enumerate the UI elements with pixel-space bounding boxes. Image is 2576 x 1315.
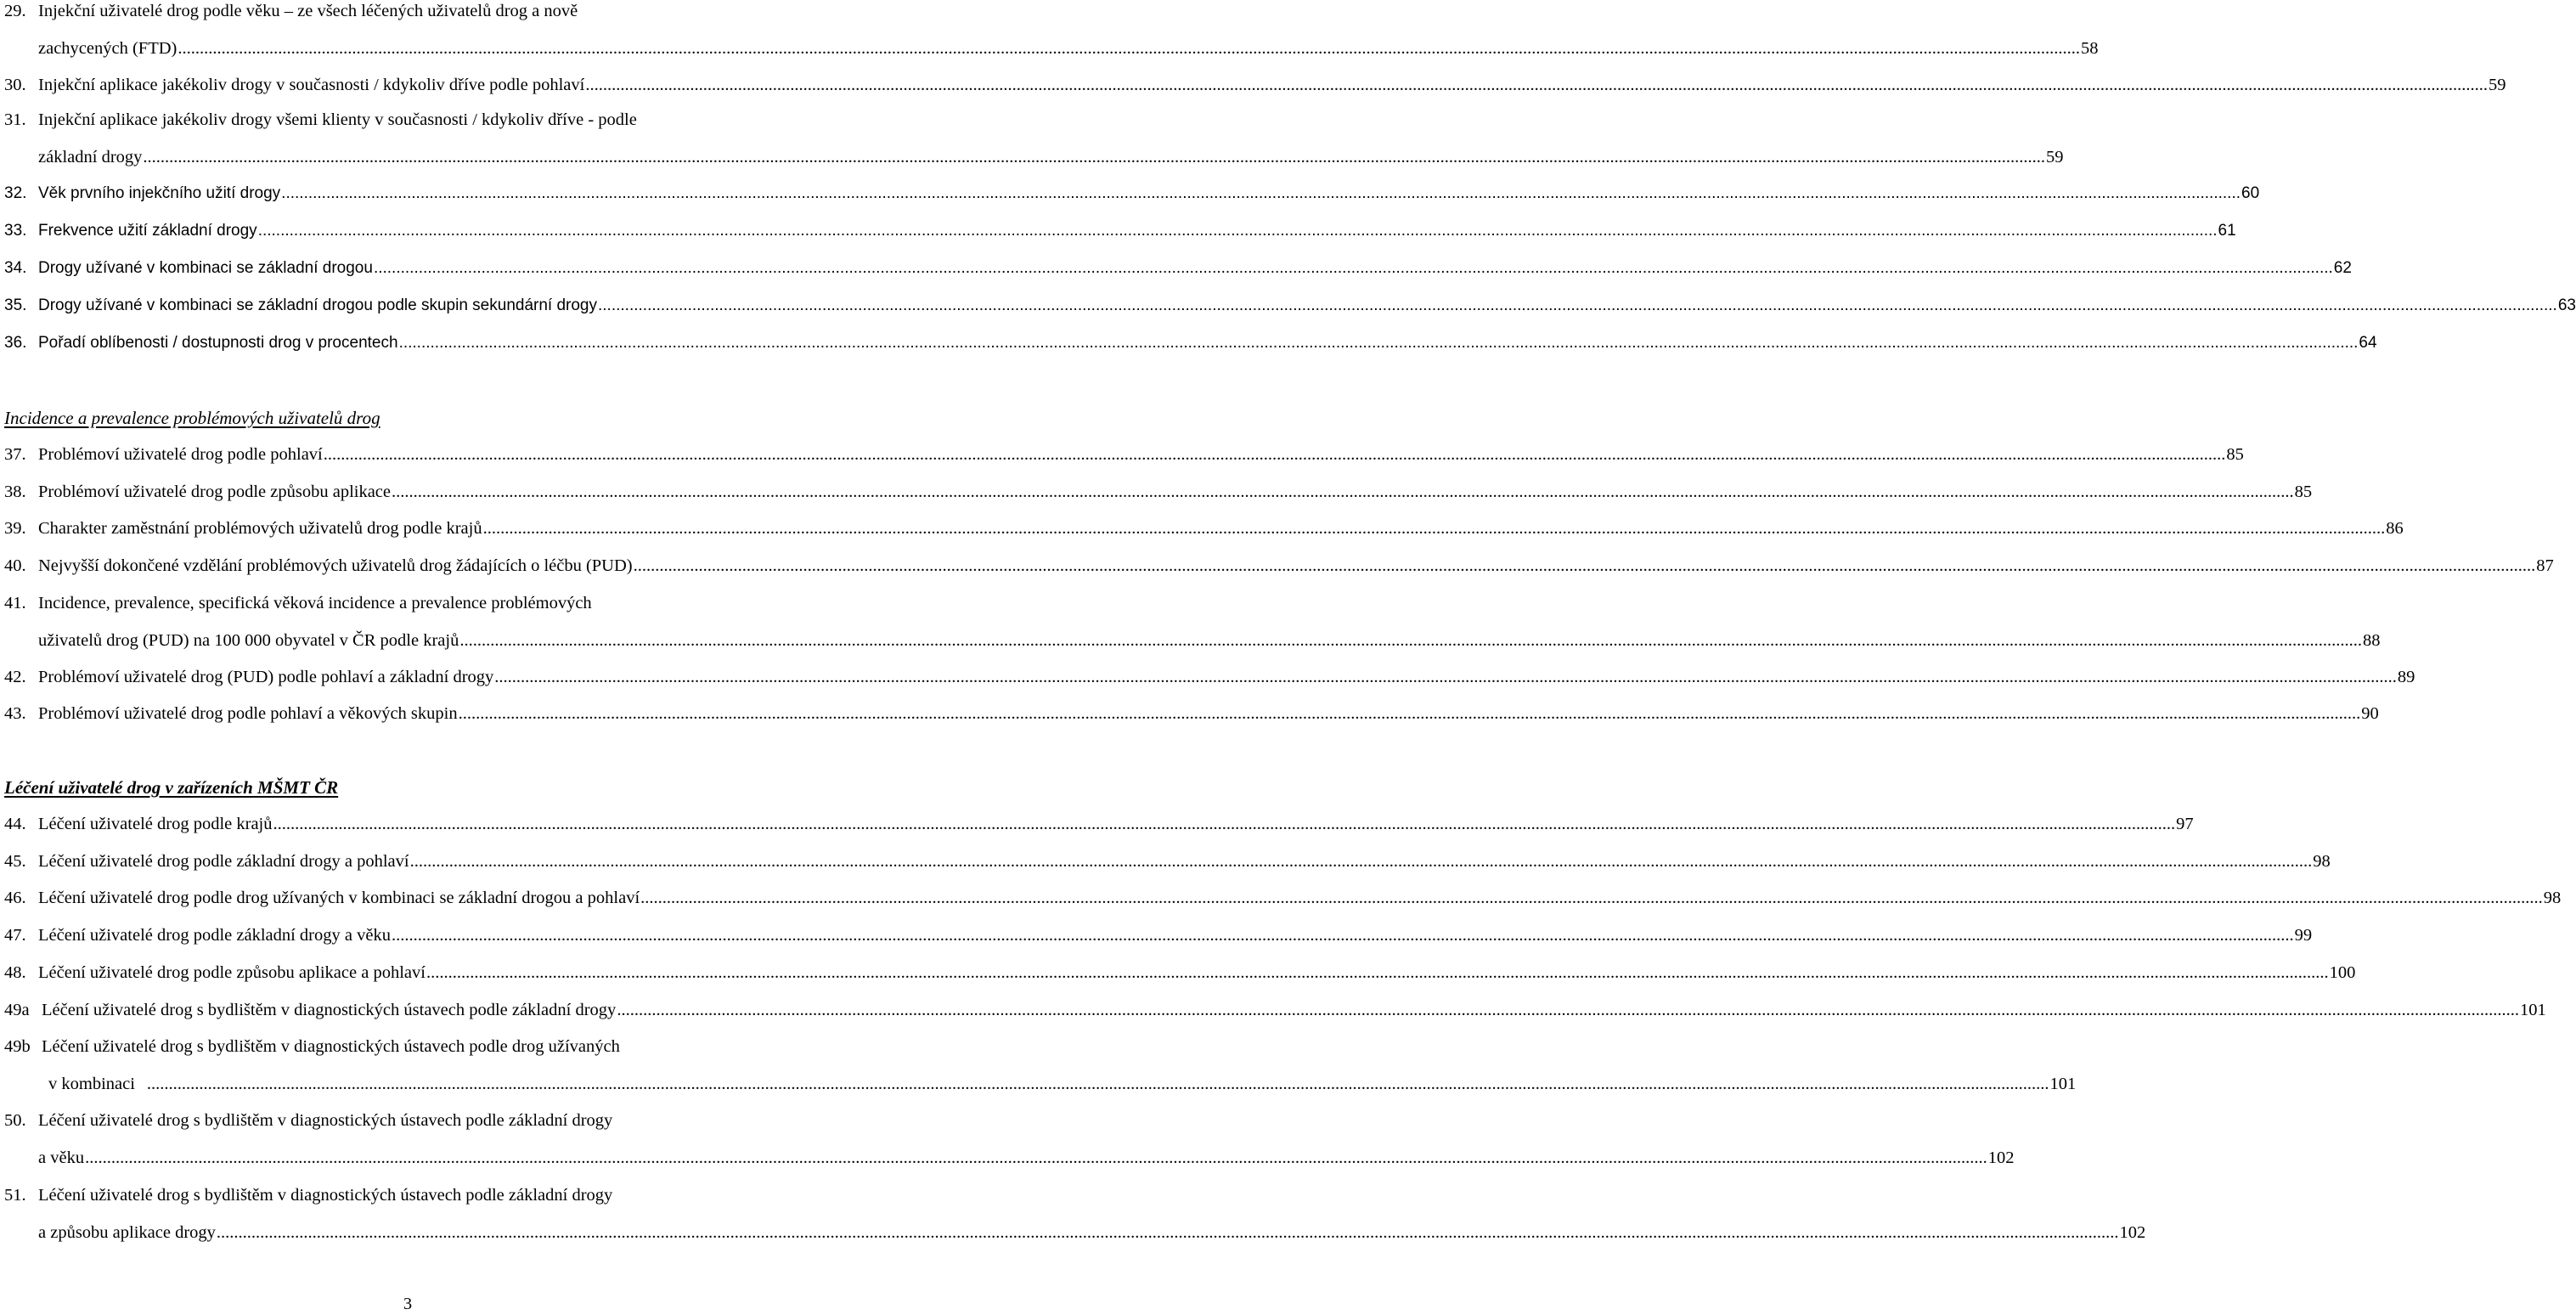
entry-title: Problémoví uživatelé drog (PUD) podle pohlaví a základní drogy [38, 668, 494, 686]
dot-leader [399, 332, 2359, 354]
entry-title: Charakter zaměstnání problémových uživatelů drog podle krajů [38, 519, 482, 538]
dot-leader [273, 813, 2176, 835]
entry-title: Léčení uživatelé drog podle základní drogy a věku [38, 926, 391, 945]
toc-entry-36[interactable] [4, 332, 2377, 354]
dot-leader [459, 629, 2362, 652]
dot-leader [634, 555, 2536, 577]
dot-leader [617, 999, 2519, 1021]
entry-title: Frekvence užití základní drogy [38, 222, 257, 240]
entry-page: 86 [2386, 519, 2404, 538]
entry-number: 31. [4, 110, 26, 129]
toc-entry-48[interactable] [4, 962, 2356, 984]
toc-entry-37[interactable] [4, 443, 2244, 466]
entry-title: Problémoví uživatelé drog podle pohlaví [38, 445, 323, 464]
entry-title: Léčení uživatelé drog podle drog užívaných v kombinaci se základní drogou a pohlaví [38, 889, 640, 907]
entry-number: 32. [4, 184, 27, 202]
entry-page: 100 [2329, 963, 2356, 982]
entry-page: 63 [2557, 296, 2576, 314]
section-heading-msmt[interactable]: Léčení uživatelé drog v zařízeních MŠMT ČR [4, 777, 339, 798]
toc-entry-29[interactable] [4, 0, 2099, 59]
dot-leader [324, 443, 2226, 466]
toc-entry-39[interactable] [4, 517, 2404, 539]
entry-page: 85 [2294, 483, 2313, 501]
entry-page: 97 [2176, 815, 2194, 833]
entry-number: 34. [4, 259, 27, 277]
entry-title-cont: a způsobu aplikace drogy [38, 1223, 216, 1242]
entry-number: 44. [4, 815, 26, 833]
entry-title: Drogy užívané v kombinaci se základní drogou [38, 259, 373, 277]
dot-leader [147, 1073, 2049, 1095]
entry-title: Léčení uživatelé drog s bydlištěm v diagnostických ústavech podle základní drogy [38, 1111, 613, 1130]
entry-page: 60 [2241, 184, 2260, 202]
entry-title: Léčení uživatelé drog s bydlištěm v diagnostických ústavech podle drog užívaných [42, 1037, 620, 1056]
entry-number: 49a [4, 1001, 30, 1019]
section-heading-problem-users[interactable]: Incidence a prevalence problémových uživatelů drog [4, 408, 380, 428]
dot-leader [585, 74, 2488, 96]
entry-page: 59 [2046, 148, 2064, 166]
dot-leader [217, 1222, 2119, 1244]
entry-page: 61 [2218, 222, 2236, 240]
entry-page: 102 [2119, 1223, 2146, 1242]
entry-title-cont: zachycených (FTD) [38, 39, 178, 58]
entry-number: 42. [4, 668, 26, 686]
entry-page: 101 [2519, 1001, 2546, 1019]
toc-entry-35[interactable] [4, 295, 2576, 317]
entry-number: 46. [4, 889, 26, 907]
entry-number: 36. [4, 334, 27, 352]
entry-title: Léčení uživatelé drog s bydlištěm v diagnostických ústavech podle základní drogy [38, 1186, 613, 1205]
entry-title: Léčení uživatelé drog podle krajů [38, 815, 273, 833]
entry-number: 38. [4, 483, 26, 501]
entry-page: 98 [2313, 852, 2331, 871]
entry-title: Nejvyšší dokončené vzdělání problémových uživatelů drog žádajících o léčbu (PUD) [38, 556, 633, 575]
entry-title: Injekční aplikace jakékoliv drogy v současnosti / kdykoliv dříve podle pohlaví [38, 76, 585, 94]
entry-page: 98 [2543, 889, 2562, 907]
toc-entry-32[interactable] [4, 183, 2260, 205]
toc-entry-44[interactable] [4, 813, 2194, 835]
entry-page: 85 [2226, 445, 2244, 464]
entry-page: 62 [2333, 259, 2352, 277]
entry-number: 30. [4, 76, 26, 94]
entry-number: 35. [4, 296, 27, 314]
entry-number: 51. [4, 1186, 26, 1205]
toc-entry-31[interactable] [4, 109, 2064, 168]
dot-leader [410, 850, 2313, 872]
entry-number: 43. [4, 704, 26, 723]
entry-page: 59 [2488, 76, 2506, 94]
entry-title-cont: základní drogy [38, 148, 143, 166]
toc-entry-45[interactable] [4, 850, 2331, 872]
entry-title: Incidence, prevalence, specifická věková incidence a prevalence problémových [38, 594, 592, 612]
entry-page: 89 [2397, 668, 2415, 686]
entry-number: 41. [4, 594, 26, 612]
entry-number: 40. [4, 556, 26, 575]
dot-leader [374, 257, 2333, 279]
entry-page: 90 [2361, 704, 2379, 723]
entry-page: 64 [2359, 334, 2377, 352]
dot-leader [143, 146, 2045, 168]
entry-title: Léčení uživatelé drog podle způsobu aplikace a pohlaví [38, 963, 426, 982]
entry-title: Problémoví uživatelé drog podle způsobu aplikace [38, 483, 392, 501]
dot-leader [426, 962, 2329, 984]
toc-entry-47[interactable] [4, 924, 2313, 946]
toc-entry-38[interactable] [4, 481, 2313, 503]
dot-leader [392, 481, 2294, 503]
entry-page: 101 [2049, 1075, 2077, 1093]
toc-entry-42[interactable] [4, 666, 2415, 688]
entry-title: Věk prvního injekčního užití drogy [38, 184, 281, 202]
toc-entry-49a[interactable] [4, 999, 2546, 1021]
toc-entry-51[interactable] [4, 1184, 2146, 1244]
entry-title-cont: a věku [38, 1149, 85, 1167]
dot-leader [392, 924, 2294, 946]
dot-leader [178, 37, 2080, 59]
entry-page: 87 [2536, 556, 2554, 575]
entry-number: 29. [4, 2, 26, 20]
entry-number: 47. [4, 926, 26, 945]
entry-number: 48. [4, 963, 26, 982]
entry-page: 99 [2294, 926, 2313, 945]
toc-entry-40[interactable] [4, 555, 2554, 577]
entry-title: Injekční uživatelé drog podle věku – ze všech léčených uživatelů drog a nově [38, 2, 578, 20]
entry-number: 50. [4, 1111, 26, 1130]
entry-page: 88 [2362, 631, 2381, 650]
entry-title: Drogy užívané v kombinaci se základní drogou podle skupin sekundární drogy [38, 296, 597, 314]
entry-title: Injekční aplikace jakékoliv drogy všemi klienty v současnosti / kdykoliv dříve - podle [38, 110, 637, 129]
entry-page: 58 [2080, 39, 2099, 58]
entry-number: 45. [4, 852, 26, 871]
entry-page: 102 [1987, 1149, 2015, 1167]
toc-entry-30[interactable] [4, 74, 2506, 96]
toc-entry-49b[interactable] [4, 1036, 2077, 1095]
entry-number: 37. [4, 445, 26, 464]
toc-entry-43[interactable] [4, 703, 2379, 725]
dot-leader [640, 887, 2543, 909]
dot-leader [258, 220, 2218, 242]
toc-entry-34[interactable] [4, 257, 2352, 279]
dot-leader [494, 666, 2397, 688]
entry-title-cont: uživatelů drog (PUD) na 100 000 obyvatel v ČR podle krajů [38, 631, 459, 650]
entry-number: 39. [4, 519, 26, 538]
entry-title: Pořadí oblíbenosti / dostupnosti drog v procentech [38, 334, 398, 352]
page-number: 3 [403, 1295, 413, 1313]
entry-title: Léčení uživatelé drog podle základní drogy a pohlaví [38, 852, 409, 871]
toc-entry-46[interactable] [4, 887, 2562, 909]
dot-leader [598, 295, 2557, 317]
entry-title: Léčení uživatelé drog s bydlištěm v diagnostických ústavech podle základní drogy [42, 1001, 617, 1019]
toc-entry-41[interactable] [4, 592, 2381, 652]
entry-title-cont: v kombinaci [48, 1075, 135, 1093]
toc-entry-33[interactable] [4, 220, 2236, 242]
toc-entry-50[interactable] [4, 1109, 2015, 1169]
entry-title: Problémoví uživatelé drog podle pohlaví a věkových skupin [38, 704, 458, 723]
dot-leader [459, 703, 2361, 725]
dot-leader [281, 183, 2241, 205]
entry-number: 49b [4, 1037, 31, 1056]
entry-number: 33. [4, 222, 27, 240]
dot-leader [85, 1147, 1987, 1169]
dot-leader [483, 517, 2386, 539]
